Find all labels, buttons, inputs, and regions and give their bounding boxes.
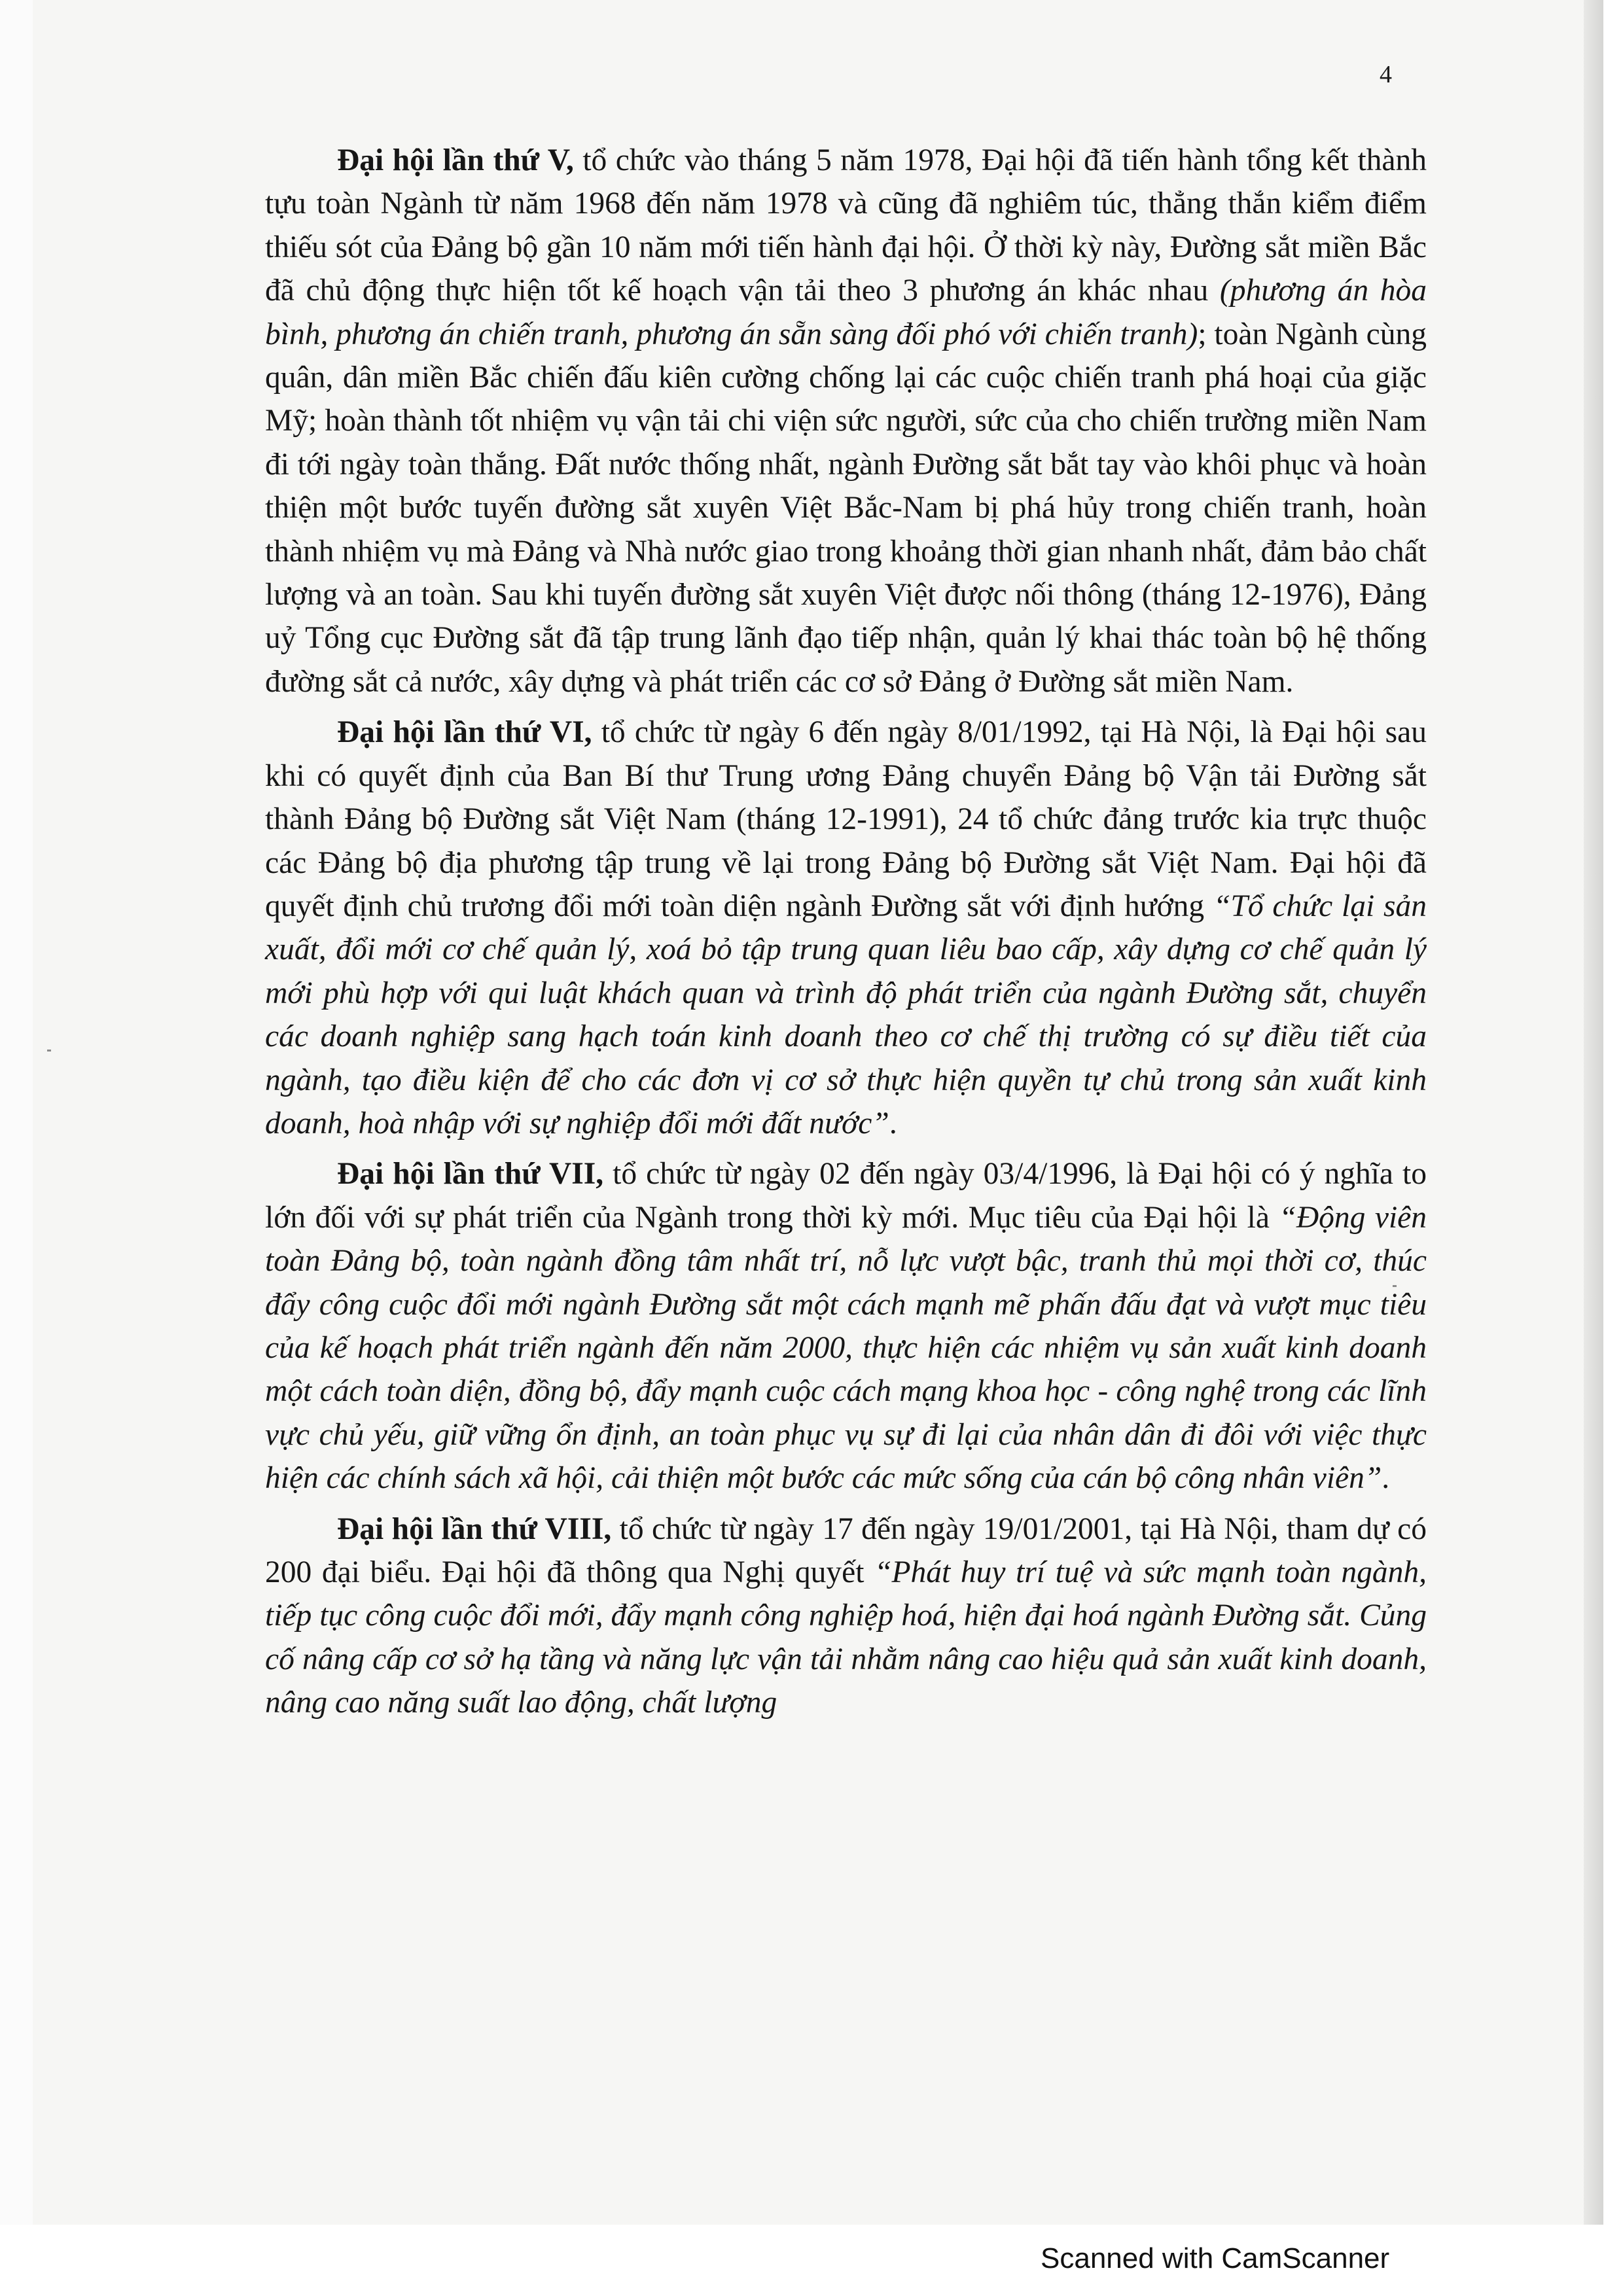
paragraph-quote: “Phát huy trí tuệ và sức mạnh toàn ngành, tiếp tục công cuộc đổi mới, đẩy mạnh công nghiệp hoá, hiện đại hoá ngành Đường sắt. Củng cố nâng cấp cơ sở hạ tầng và năng lực vận tải nhằm nâng cao hiệu quả sản xuất kinh doanh, nâng cao năng suất lao động, chất lượng: [265, 1555, 1427, 1720]
paragraph-congress-vii: [265, 1152, 1427, 1500]
paragraph-text: .: [1382, 1461, 1390, 1496]
paragraph-quote: “Động viên toàn Đảng bộ, toàn ngành đồng tâm nhất trí, nỗ lực vượt bậc, tranh thủ mọi thời cơ, thúc đẩy công cuộc đổi mới ngành Đường sắt một cách mạnh mẽ phấn đấu đạt và vượt mục tiêu của kế hoạch phát triển ngành đến năm 2000, thực hiện các nhiệm vụ sản xuất kinh doanh một cách toàn diện, đồng bộ, đẩy mạnh cuộc cách mạng khoa học - công nghệ trong các lĩnh vực chủ yếu, giữ vững ổn định, an toàn phục vụ sự đi lại của nhân dân đi đôi với việc thực hiện các chính sách xã hội, cải thiện một bước các mức sống của cán bộ công nhân viên”: [265, 1200, 1427, 1496]
camscanner-watermark: Scanned with CamScanner: [1041, 2242, 1390, 2274]
page-number: 4: [1380, 61, 1392, 88]
paragraph-text: tổ chức từ ngày 6 đến ngày 8/01/1992, tại Hà Nội, là Đại hội sau khi có quyết định của Ban Bí thư Trung ương Đảng chuyển Đảng bộ Vận tải Đường sắt thành Đảng bộ Đường sắt Việt Nam (tháng 12-1991), 24 tổ chức đảng trước kia trực thuộc các Đảng bộ địa phương tập trung về lại trong Đảng bộ Đường sắt Việt Nam. Đại hội đã quyết định chủ trương đổi mới toàn diện ngành Đường sắt với định hướng: [265, 715, 1427, 923]
paragraph-text: tổ chức từ ngày 17 đến ngày 19/01/2001, tại Hà Nội, tham dự có 200 đại biểu. Đại hội đã thông qua Nghị quyết: [265, 1511, 1427, 1589]
paragraph-quote: “Tổ chức lại sản xuất, đổi mới cơ chế quản lý, xoá bỏ tập trung quan liêu bao cấp, xây dựng cơ chế quản lý mới phù hợp với qui luật khách quan và trình độ phát triển của ngành Đường sắt, chuyển các doanh nghiệp sang hạch toán kinh doanh theo cơ chế thị trường có sự điều tiết của ngành, tạo điều kiện để cho các đơn vị cơ sở thực hiện quyền tự chủ trong sản xuất kinh doanh, hoà nhập với sự nghiệp đổi mới đất nước”: [265, 889, 1427, 1140]
scan-left-margin: [0, 0, 33, 2225]
scan-page-edge: [1584, 0, 1603, 2225]
scan-speck: [47, 1050, 51, 1051]
paragraph-heading: Đại hội lần thứ VI,: [337, 715, 592, 750]
paragraph-text: ; toàn Ngành cùng quân, dân miền Bắc chiến đấu kiên cường chống lại các cuộc chiến tranh phá hoại của giặc Mỹ; hoàn thành tốt nhiệm vụ vận tải chi viện sức người, sức của cho chiến trường miền Nam đi tới ngày toàn thắng. Đất nước thống nhất, ngành Đường sắt bắt tay vào khôi phục và hoàn thiện một bước tuyến đường sắt xuyên Việt Bắc-Nam bị phá hủy trong chiến tranh, hoàn thành nhiệm vụ mà Đảng và Nhà nước giao trong khoảng thời gian nhanh nhất, đảm bảo chất lượng và an toàn. Sau khi tuyến đường sắt xuyên Việt được nối thông (tháng 12-1976), Đảng uỷ Tổng cục Đường sắt đã tập trung lãnh đạo tiếp nhận, quản lý khai thác toàn bộ hệ thống đường sắt cả nước, xây dựng và phát triển các cơ sở Đảng ở Đường sắt miền Nam.: [265, 317, 1427, 699]
paragraph-italic-text: (phương án hòa bình, phương án chiến tranh, phương án sẵn sàng đối phó với chiến tranh): [265, 274, 1427, 351]
document-body: [265, 139, 1427, 1732]
paragraph-heading: Đại hội lần thứ V,: [337, 143, 574, 177]
paragraph-congress-vi: [265, 711, 1427, 1145]
paragraph-heading: Đại hội lần thứ VII,: [337, 1157, 604, 1192]
paragraph-text: .: [889, 1106, 897, 1140]
paragraph-text: tổ chức vào tháng 5 năm 1978, Đại hội đã tiến hành tổng kết thành tựu toàn Ngành từ năm 1968 đến năm 1978 và cũng đã nghiêm túc, thẳng thắn kiểm điểm thiếu sót của Đảng bộ gần 10 năm mới tiến hành đại hội. Ở thời kỳ này, Đường sắt miền Bắc đã chủ động thực hiện tốt kế hoạch vận tải theo 3 phương án khác nhau: [265, 143, 1427, 308]
paragraph-congress-v: [265, 139, 1427, 703]
paragraph-heading: Đại hội lần thứ VIII,: [337, 1511, 612, 1546]
paragraph-text: tổ chức từ ngày 02 đến ngày 03/4/1996, là Đại hội có ý nghĩa to lớn đối với sự phát triển của Ngành trong thời kỳ mới. Mục tiêu của Đại hội là: [265, 1157, 1427, 1235]
paragraph-congress-viii: [265, 1508, 1427, 1725]
